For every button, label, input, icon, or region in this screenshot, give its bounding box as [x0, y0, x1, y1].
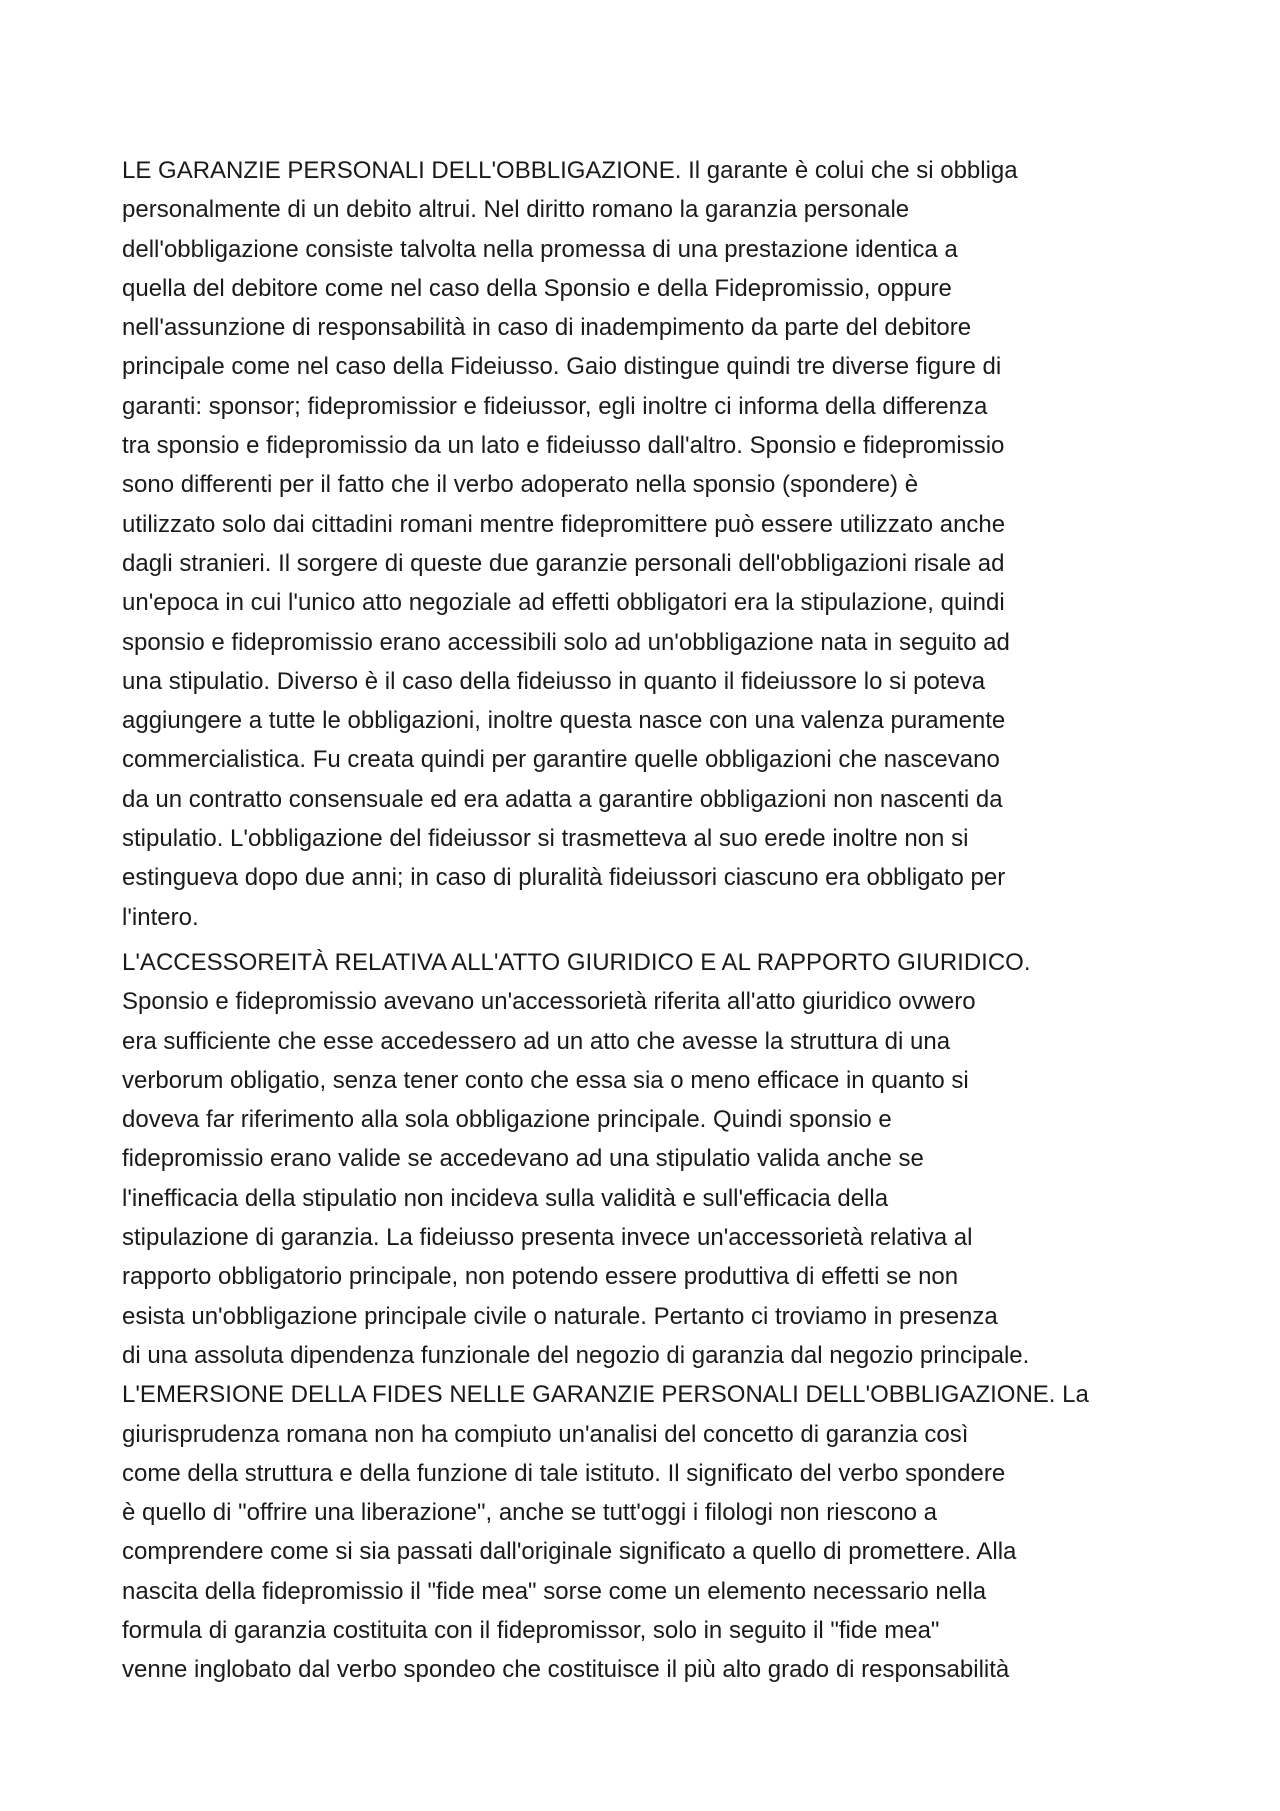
paragraph-accessoreita: L'ACCESSOREITÀ RELATIVA ALL'ATTO GIURIDICO E AL RAPPORTO GIURIDICO. Sponsio e fidepromissio avevano un'accessorietà riferita all'atto giuridico ovwero era sufficiente che esse accedessero ad un atto che avesse la struttura di una verborum obligatio, senza tener conto che essa sia o meno efficace in quanto si doveva far riferimento alla sola obbligazione principale. Quindi sponsio e fidepromissio erano valide se accedevano ad una stipulatio valida anche se l'inefficacia della stipulatio non incideva sulla validità e sull'efficacia della stipulazione di garanzia. La fideiusso presenta invece un'accessorietà relativa al rapporto obbligatorio principale, non potendo essere produttiva di effetti se non esista un'obbligazione principale civile o naturale. Pertanto ci troviamo in presenza di una assoluta dipendenza funzionale del negozio di garanzia dal negozio principale. L'EMERSIONE DELLA FIDES NELLE GARANZIE PERSONALI DELL'OBBLIGAZIONE. La giurisprudenza romana non ha compiuto un'analisi del concetto di garanzia così come della struttura e della funzione di tale istituto. Il significato del verbo spondere è quello di "offrire una liberazione", anche se tutt'oggi i filologi non riescono a comprendere come si sia passati dall'originale significato a quello di promettere. Alla nascita della fidepromissio il "fide mea" sorse come un elemento necessario nella formula di garanzia costituita con il fidepromissor, solo in seguito il "fide mea" venne inglobato dal verbo spondeo che costituisce il più alto grado di responsabilità	[122, 948, 1089, 1684]
document-body	[122, 151, 1172, 1690]
paragraph-garanzie-personali: LE GARANZIE PERSONALI DELL'OBBLIGAZIONE. Il garante è colui che si obbliga personalmente di un debito altrui. Nel diritto romano la garanzia personale dell'obbligazione consiste talvolta nella promessa di una prestazione identica a quella del debitore come nel caso della Sponsio e della Fidepromissio, oppure nell'assunzione di responsabilità in caso di inadempimento da parte del debitore principale come nel caso della Fideiusso. Gaio distingue quindi tre diverse figure di garanti: sponsor; fidepromissior e fideiussor, egli inoltre ci informa della differenza tra sponsio e fidepromissio da un lato e fideiusso dall'altro. Sponsio e fidepromissio sono differenti per il fatto che il verbo adoperato nella sponsio (spondere) è utilizzato solo dai cittadini romani mentre fidepromittere può essere utilizzato anche dagli stranieri. Il sorgere di queste due garanzie personali dell'obbligazioni risale ad un'epoca in cui l'unico atto negoziale ad effetti obbligatori era la stipulazione, quindi sponsio e fidepromissio erano accessibili solo ad un'obbligazione nata in seguito ad una stipulatio. Diverso è il caso della fideiusso in quanto il fideiussore lo si poteva aggiungere a tutte le obbligazioni, inoltre questa nasce con una valenza puramente commercialistica. Fu creata quindi per garantire quelle obbligazioni che nascevano da un contratto consensuale ed era adatta a garantire obbligazioni non nascenti da stipulatio. L'obbligazione del fideiussor si trasmetteva al suo erede inoltre non si estingueva dopo due anni; in caso di pluralità fideiussori ciascuno era obbligato per l'intero.	[122, 157, 1018, 931]
